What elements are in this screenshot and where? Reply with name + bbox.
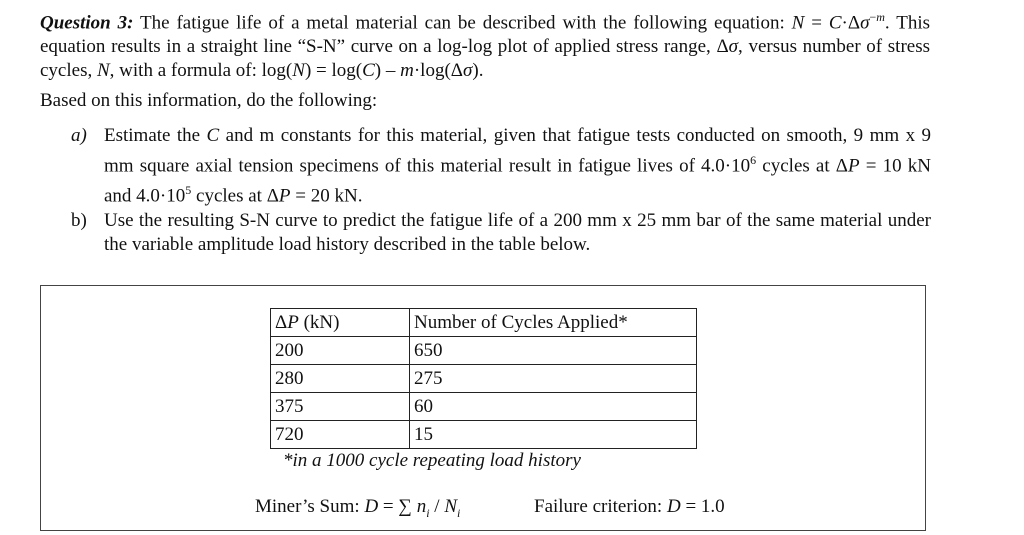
part-b-label: b) bbox=[71, 210, 87, 231]
table-row bbox=[271, 365, 697, 393]
failure-criterion: Failure criterion: D = 1.0 bbox=[534, 496, 725, 517]
part-b-text: Use the resulting S-N curve to predict the fatigue life of a 200 mm x 25 mm bar of the same material under the variable amplitude load history described in the table below. bbox=[104, 210, 931, 255]
part-a-label: a) bbox=[71, 125, 87, 146]
question-heading: Question 3: bbox=[40, 12, 134, 34]
table-row bbox=[271, 421, 697, 449]
part-a-text: Estimate the C and m constants for this material, given that fatigue tests conducted on smooth, 9 mm x 9 mm square axial tension specimens of this material result in fatigue lives of $4.0\cdot 10^6$ cycles at ΔP = 10 kN and $4.0\cdot 10^5$ cycles at ΔP = 20 kN. bbox=[104, 125, 932, 207]
table-footnote: *in a 1000 cycle repeating load history bbox=[283, 450, 581, 471]
table-row bbox=[271, 337, 697, 365]
cell-cycles: 275 bbox=[410, 365, 697, 393]
header-cycles: Number of Cycles Applied* bbox=[410, 309, 697, 337]
question-intro: Question 3: The fatigue life of a metal material can be described with the following equation: $N = C\cdot\Delta\sigma^{-m}$. This equation results in a straight line “S-N” curve on a log-log plot of applied stress range, Δσ, versus number of stress cycles, N, with a formula of: log(N) = log(C) – m·log(Δσ). bbox=[40, 10, 930, 82]
cell-cycles: 60 bbox=[410, 393, 697, 421]
cell-load: 200 bbox=[271, 337, 410, 365]
load-history-table bbox=[270, 308, 697, 449]
table-row bbox=[271, 393, 697, 421]
cell-cycles: 650 bbox=[410, 337, 697, 365]
miners-sum-formula: Miner’s Sum: D = ∑ $n_i / N_i$ bbox=[255, 496, 461, 520]
load-history-box bbox=[40, 285, 926, 531]
cell-cycles: 15 bbox=[410, 421, 697, 449]
instructions-line: Based on this information, do the following: bbox=[40, 90, 378, 111]
part-b bbox=[71, 209, 931, 259]
cell-load: 720 bbox=[271, 421, 410, 449]
cell-load: 280 bbox=[271, 365, 410, 393]
table-header-row bbox=[271, 309, 697, 337]
cell-load: 375 bbox=[271, 393, 410, 421]
header-delta-p: ΔP (kN) bbox=[271, 309, 410, 337]
part-a bbox=[71, 124, 932, 207]
